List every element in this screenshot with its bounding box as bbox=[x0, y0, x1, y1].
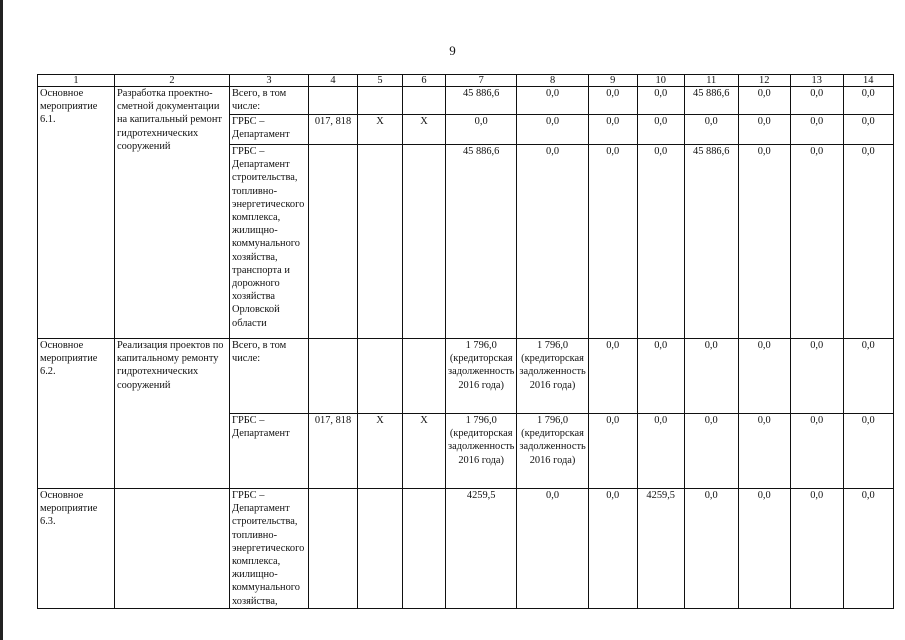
amount-cell: 0,0 bbox=[684, 115, 738, 145]
amount-cell: 0,0 bbox=[738, 87, 790, 115]
amount-cell: 0,0 bbox=[517, 115, 588, 145]
amount-cell: 0,0 bbox=[637, 339, 684, 414]
header-row bbox=[38, 75, 894, 87]
col5-value bbox=[358, 87, 403, 115]
amount-cell: 0,0 bbox=[790, 414, 843, 489]
header-cell: 12 bbox=[738, 75, 790, 87]
amount-cell: 0,0 bbox=[843, 339, 893, 414]
amount-cell: 0,0 bbox=[588, 115, 637, 145]
amount-cell: 0,0 bbox=[446, 115, 517, 145]
budget-code: 017, 818 bbox=[309, 414, 358, 489]
funding-source: ГРБС – Департамент строительства, топливно-энергетического комплекса, жилищно-коммунального хозяйства, транспорта и дорожного хозяйства Орловской области bbox=[230, 145, 309, 339]
col6-value: Х bbox=[403, 115, 446, 145]
col6-value: Х bbox=[403, 414, 446, 489]
amount-cell: 0,0 bbox=[790, 489, 843, 609]
amount-cell: 0,0 bbox=[738, 414, 790, 489]
funding-source: ГРБС – Департамент bbox=[230, 115, 309, 145]
col6-value bbox=[403, 489, 446, 609]
amount-cell: 45 886,6 bbox=[446, 87, 517, 115]
amount-cell: 0,0 bbox=[738, 489, 790, 609]
col5-value bbox=[358, 489, 403, 609]
table-row bbox=[38, 339, 894, 414]
col6-value bbox=[403, 145, 446, 339]
header-cell: 2 bbox=[115, 75, 230, 87]
funding-source: ГРБС – Департамент bbox=[230, 414, 309, 489]
amount-cell: 45 886,6 bbox=[446, 145, 517, 339]
amount-cell: 0,0 bbox=[684, 414, 738, 489]
amount-cell: 0,0 bbox=[588, 339, 637, 414]
amount-cell: 1 796,0 (кредиторская задолженность 2016 года) bbox=[446, 339, 517, 414]
amount-cell: 0,0 bbox=[684, 489, 738, 609]
header-cell: 10 bbox=[637, 75, 684, 87]
amount-cell: 0,0 bbox=[790, 339, 843, 414]
activity-description bbox=[115, 489, 230, 609]
page-number: 9 bbox=[449, 43, 456, 58]
activity-name: Основное мероприятие 6.3. bbox=[38, 489, 115, 609]
funding-source: Всего, в том числе: bbox=[230, 87, 309, 115]
amount-cell: 0,0 bbox=[517, 87, 588, 115]
amount-cell: 45 886,6 bbox=[684, 145, 738, 339]
amount-cell: 1 796,0 (кредиторская задолженность 2016 года) bbox=[517, 414, 588, 489]
col5-value bbox=[358, 339, 403, 414]
amount-cell: 1 796,0 (кредиторская задолженность 2016 года) bbox=[517, 339, 588, 414]
amount-cell: 0,0 bbox=[588, 87, 637, 115]
amount-cell: 0,0 bbox=[517, 145, 588, 339]
header-cell: 8 bbox=[517, 75, 588, 87]
amount-cell: 0,0 bbox=[738, 145, 790, 339]
activity-name: Основное мероприятие 6.1. bbox=[38, 87, 115, 339]
amount-cell: 0,0 bbox=[790, 115, 843, 145]
funding-source: ГРБС – Департамент строительства, топливно-энергетического комплекса, жилищно-коммунального хозяйства, bbox=[230, 489, 309, 609]
header-cell: 13 bbox=[790, 75, 843, 87]
amount-cell: 0,0 bbox=[588, 414, 637, 489]
amount-cell: 0,0 bbox=[843, 145, 893, 339]
amount-cell: 0,0 bbox=[637, 145, 684, 339]
amount-cell: 45 886,6 bbox=[684, 87, 738, 115]
amount-cell: 0,0 bbox=[684, 339, 738, 414]
amount-cell: 0,0 bbox=[588, 489, 637, 609]
amount-cell: 0,0 bbox=[738, 115, 790, 145]
activity-description: Реализация проектов по капитальному ремонту гидротехнических сооружений bbox=[115, 339, 230, 489]
amount-cell: 4259,5 bbox=[446, 489, 517, 609]
col5-value: Х bbox=[358, 115, 403, 145]
amount-cell: 0,0 bbox=[738, 339, 790, 414]
col6-value bbox=[403, 339, 446, 414]
header-cell: 11 bbox=[684, 75, 738, 87]
table-row bbox=[38, 489, 894, 609]
amount-cell: 0,0 bbox=[637, 115, 684, 145]
table-row bbox=[38, 87, 894, 115]
budget-code bbox=[309, 339, 358, 414]
budget-table bbox=[37, 74, 894, 609]
funding-source: Всего, в том числе: bbox=[230, 339, 309, 414]
amount-cell: 0,0 bbox=[588, 145, 637, 339]
header-cell: 1 bbox=[38, 75, 115, 87]
header-cell: 5 bbox=[358, 75, 403, 87]
amount-cell: 4259,5 bbox=[637, 489, 684, 609]
amount-cell: 0,0 bbox=[790, 87, 843, 115]
amount-cell: 0,0 bbox=[517, 489, 588, 609]
header-cell: 3 bbox=[230, 75, 309, 87]
col5-value: Х bbox=[358, 414, 403, 489]
amount-cell: 0,0 bbox=[637, 414, 684, 489]
header-cell: 7 bbox=[446, 75, 517, 87]
amount-cell: 0,0 bbox=[843, 489, 893, 609]
budget-code bbox=[309, 87, 358, 115]
activity-name: Основное мероприятие 6.2. bbox=[38, 339, 115, 489]
scan-edge bbox=[0, 0, 3, 640]
amount-cell: 0,0 bbox=[637, 87, 684, 115]
budget-code bbox=[309, 145, 358, 339]
amount-cell: 0,0 bbox=[843, 115, 893, 145]
col5-value bbox=[358, 145, 403, 339]
header-cell: 6 bbox=[403, 75, 446, 87]
header-cell: 9 bbox=[588, 75, 637, 87]
amount-cell: 0,0 bbox=[843, 87, 893, 115]
amount-cell: 1 796,0 (кредиторская задолженность 2016 года) bbox=[446, 414, 517, 489]
amount-cell: 0,0 bbox=[843, 414, 893, 489]
header-cell: 4 bbox=[309, 75, 358, 87]
activity-description: Разработка проектно-сметной документации на капитальный ремонт гидротехнических сооружений bbox=[115, 87, 230, 339]
header-cell: 14 bbox=[843, 75, 893, 87]
col6-value bbox=[403, 87, 446, 115]
amount-cell: 0,0 bbox=[790, 145, 843, 339]
budget-code: 017, 818 bbox=[309, 115, 358, 145]
budget-code bbox=[309, 489, 358, 609]
